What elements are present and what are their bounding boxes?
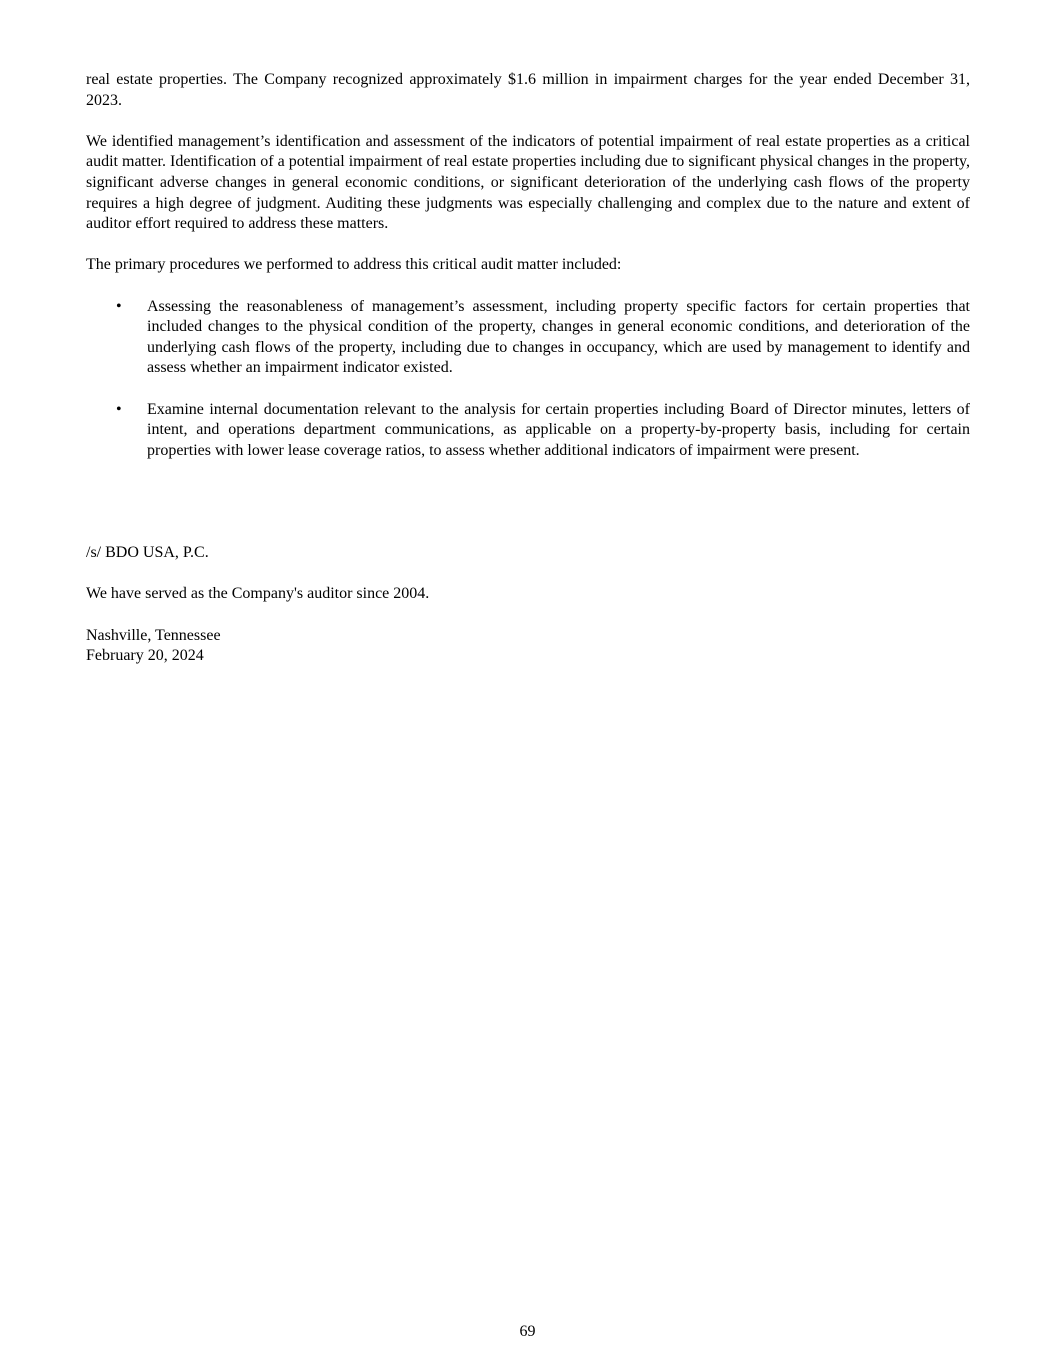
document-body xyxy=(86,70,970,667)
signing-location: Nashville, Tennessee xyxy=(86,626,221,644)
bullet-icon: • xyxy=(116,400,122,418)
list-item-text: Assessing the reasonableness of management’s assessment, including property specific factors for certain properties that included changes to the physical condition of the property, changes in general economic conditions, and deterioration of the underlying cash flows of the property, including due to changes in occupancy, which are used by management to identify and assess whether an impairment indicator existed. xyxy=(147,297,970,377)
auditor-tenure: We have served as the Company's auditor since 2004. xyxy=(86,585,430,603)
bullet-icon: • xyxy=(116,297,122,315)
procedures-list xyxy=(86,297,970,462)
signing-date: February 20, 2024 xyxy=(86,647,204,665)
auditor-signature: /s/ BDO USA, P.C. xyxy=(86,544,209,562)
paragraph-critical-audit-matter: We identified management’s identification and assessment of the indicators of potential impairment of real estate properties as a critical audit matter. Identification of a potential impairment of real estate properties including due to significant physical changes in the property, significant adverse changes in general economic conditions, or significant deterioration of the underlying cash flows of the property requires a high degree of judgment. Auditing these judgments was especially challenging and complex due to the nature and extent of auditor effort required to address these matters. xyxy=(86,132,970,233)
paragraph-impairment-charges: real estate properties. The Company recognized approximately $1.6 million in impairment charges for the year ended December 31, 2023. xyxy=(86,71,970,109)
list-item xyxy=(86,400,970,462)
list-item-text: Examine internal documentation relevant to the analysis for certain properties including Board of Director minutes, letters of intent, and operations department communications, as applicable on a property-by-property basis, including for certain properties with lower lease coverage ratios, to assess whether additional indicators of impairment were present. xyxy=(147,400,970,459)
list-item xyxy=(86,297,970,379)
page-number: 69 xyxy=(519,1323,536,1340)
paragraph-procedures-intro: The primary procedures we performed to address this critical audit matter included: xyxy=(86,256,622,274)
